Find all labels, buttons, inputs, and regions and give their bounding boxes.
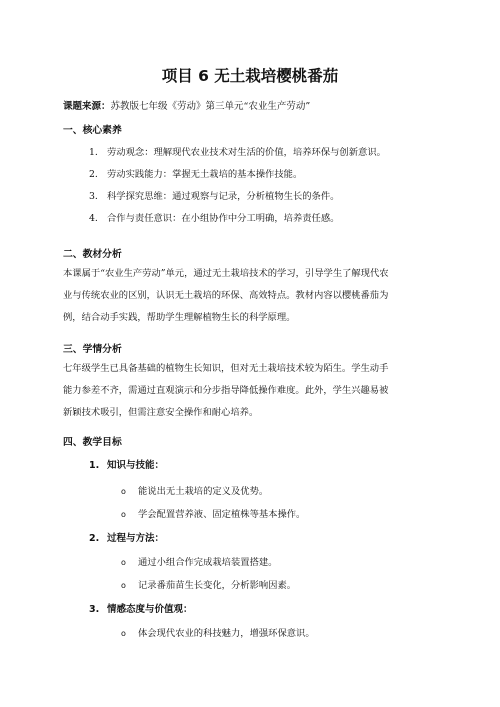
source-line xyxy=(63,98,310,112)
goal-group-label: 过程与方法： xyxy=(107,533,165,544)
bullet-icon: o xyxy=(121,558,126,567)
source-label: 课题来源： xyxy=(63,101,111,112)
section-heading-goals: 四、教学目标 xyxy=(63,437,122,448)
goal-group-number: 3. xyxy=(89,604,100,615)
section-heading-material: 二、教材分析 xyxy=(63,249,122,260)
students-line: 新颖技术吸引，但需注意安全操作和耐心培养。 xyxy=(63,407,259,418)
core-item-text: 合作与责任意识：在小组协作中分工明确，培养责任感。 xyxy=(107,213,340,224)
core-item xyxy=(89,144,386,158)
goal-group-label: 知识与技能： xyxy=(107,460,165,471)
material-line: 例，结合动手实践，帮助学生理解植物生长的科学原理。 xyxy=(63,312,296,323)
students-line: 七年级学生已具备基础的植物生长知识，但对无土栽培技术较为陌生。学生动手 xyxy=(63,363,389,374)
core-item-number: 1. xyxy=(89,147,98,158)
goal-bullet-text: 体会现代农业的科技魅力，增强环保意识。 xyxy=(138,628,315,639)
goal-bullet xyxy=(121,625,315,639)
core-item-text: 科学探究思维：通过观察与记录，分析植物生长的条件。 xyxy=(107,191,340,202)
goal-bullet xyxy=(121,483,268,497)
goal-bullet xyxy=(121,554,277,568)
material-line: 业与传统农业的区别，认识无土栽培的环保、高效特点。教材内容以樱桃番茄为 xyxy=(63,290,389,301)
section-heading-students: 三、学情分析 xyxy=(63,344,122,355)
core-item-text: 劳动观念：理解现代农业技术对生活的价值，培养环保与创新意识。 xyxy=(107,147,386,158)
bullet-icon: o xyxy=(121,487,126,496)
page-title: 项目 6 无土栽培樱桃番茄 xyxy=(161,67,339,85)
goal-group-number: 2. xyxy=(89,533,100,544)
goal-bullet-text: 通过小组合作完成栽培装置搭建。 xyxy=(138,557,278,568)
material-paragraph xyxy=(63,263,439,329)
core-item-number: 2. xyxy=(89,169,98,180)
core-item xyxy=(89,166,302,180)
bullet-icon: o xyxy=(121,629,126,638)
core-item-number: 3. xyxy=(89,191,98,202)
goal-group-heading xyxy=(89,530,164,544)
source-text: 苏教版七年级《劳动》第三单元“农业生产劳动” xyxy=(110,101,311,112)
section-heading-core: 一、核心素养 xyxy=(63,125,122,136)
goal-group-number: 1. xyxy=(89,460,100,471)
bullet-icon: o xyxy=(121,510,126,519)
goal-group-heading xyxy=(89,601,193,615)
bullet-icon: o xyxy=(121,581,126,590)
goal-group-label: 情感态度与价值观： xyxy=(107,604,193,615)
students-paragraph xyxy=(63,358,439,424)
core-item xyxy=(89,210,339,224)
goal-bullet-text: 学会配置营养液、固定植株等基本操作。 xyxy=(138,509,306,520)
material-line: 本课属于“农业生产劳动”单元，通过无土栽培技术的学习，引导学生了解现代农 xyxy=(63,268,389,279)
students-line: 能力参差不齐，需通过直观演示和分步指导降低操作难度。此外，学生兴趣易被 xyxy=(63,385,389,396)
goal-bullet xyxy=(121,577,296,591)
goal-bullet xyxy=(121,506,305,520)
goal-bullet-text: 记录番茄苗生长变化，分析影响因素。 xyxy=(138,580,297,591)
core-item-number: 4. xyxy=(89,213,98,224)
goal-bullet-text: 能说出无土栽培的定义及优势。 xyxy=(138,486,269,497)
core-item-text: 劳动实践能力：掌握无土栽培的基本操作技能。 xyxy=(107,169,303,180)
goal-group-heading xyxy=(89,457,164,471)
core-item xyxy=(89,188,339,202)
